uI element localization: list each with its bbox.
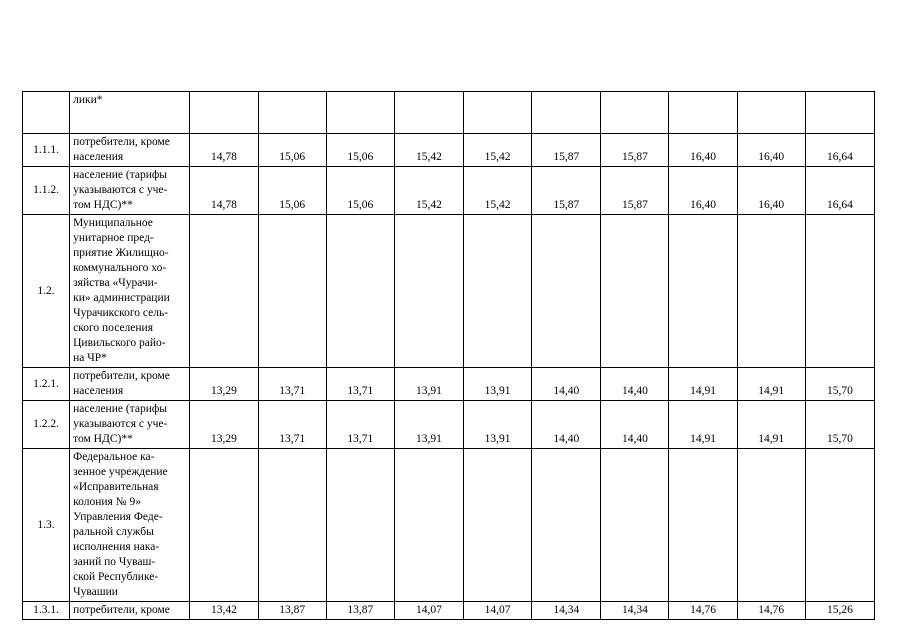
tariff-value-cell [601,449,669,602]
tariff-value-cell [394,215,463,368]
tariff-value-cell [464,92,532,134]
tariff-value-cell [805,92,874,134]
tariff-value-cell: 13,87 [326,602,394,620]
description-line: указываются с уче- [73,184,168,196]
table-row [23,215,875,368]
tariff-value-cell: 14,40 [601,401,669,449]
description-line: на ЧР* [73,352,107,364]
description-line: ки» администрации [73,292,170,304]
description-line: приятие Жилищно- [73,247,169,259]
tariff-value-cell: 16,40 [737,167,805,215]
tariff-value-cell [532,92,601,134]
tariff-value-cell: 13,29 [190,401,258,449]
tariff-value-cell [258,92,326,134]
tariff-value-cell: 14,40 [601,368,669,401]
tariff-value-cell: 15,87 [601,134,669,167]
row-description [70,368,190,401]
tariff-value-cell [737,92,805,134]
tariff-value-cell: 15,42 [464,167,532,215]
description-line: потребители, кроме [73,136,170,148]
description-line: зенное учреждение [73,466,168,478]
description-line: населения [73,151,124,163]
description-line: указываются с уче- [73,418,168,430]
description-line: Чувашии [73,586,118,598]
tariff-value-cell: 13,91 [394,401,463,449]
row-description [70,134,190,167]
row-description [70,215,190,368]
tariff-value-cell [737,449,805,602]
tariff-value-cell [190,215,258,368]
tariff-value-cell [805,215,874,368]
tariff-value-cell [601,92,669,134]
description-line: зяйства «Чурачи- [73,277,158,289]
tariff-value-cell: 14,76 [669,602,737,620]
tariff-value-cell: 14,91 [669,401,737,449]
row-description [70,449,190,602]
table-row [23,449,875,602]
row-description [70,92,190,134]
tariff-value-cell [669,215,737,368]
tariff-value-cell: 13,42 [190,602,258,620]
description-line: унитарное пред- [73,232,154,244]
description-line: лики* [73,94,103,106]
tariff-value-cell: 13,71 [258,368,326,401]
description-line: том НДС)** [73,199,133,211]
tariff-value-cell [464,215,532,368]
description-line: Цивильского райо- [73,337,166,349]
tariff-value-cell [326,449,394,602]
tariff-value-cell: 16,40 [669,167,737,215]
tariff-value-cell: 14,34 [532,602,601,620]
table-row [23,134,875,167]
row-number: 1.2.2. [23,401,70,449]
row-number: 1.1.2. [23,167,70,215]
tariff-value-cell: 15,42 [394,134,463,167]
tariff-value-cell: 13,71 [326,401,394,449]
tariff-value-cell: 13,91 [394,368,463,401]
tariff-value-cell: 15,42 [464,134,532,167]
row-description [70,602,190,620]
row-description [70,167,190,215]
tariff-value-cell: 15,42 [394,167,463,215]
description-line: население (тарифы [73,169,168,181]
description-line: ской Республике- [73,571,159,583]
tariff-value-cell: 14,78 [190,167,258,215]
tariff-value-cell: 14,07 [464,602,532,620]
tariff-table [22,91,875,620]
description-line: население (тарифы [73,403,168,415]
tariff-value-cell: 15,06 [326,167,394,215]
tariff-value-cell: 15,06 [258,134,326,167]
tariff-value-cell: 14,40 [532,401,601,449]
tariff-value-cell [258,215,326,368]
description-line: ральной службы [73,526,154,538]
tariff-value-cell: 16,64 [805,167,874,215]
tariff-value-cell [326,92,394,134]
row-number: 1.3.1. [23,602,70,620]
table-row [23,167,875,215]
tariff-value-cell [805,449,874,602]
tariff-value-cell [601,215,669,368]
tariff-value-cell: 14,78 [190,134,258,167]
description-line: «Исправительная [73,481,159,493]
description-line: Чурачикского сель- [73,307,169,319]
tariff-value-cell: 14,07 [394,602,463,620]
description-line: колония № 9» [73,496,142,508]
tariff-value-cell: 15,87 [601,167,669,215]
description-line: потребители, кроме [73,370,170,382]
tariff-value-cell [669,92,737,134]
tariff-value-cell: 14,76 [737,602,805,620]
tariff-value-cell: 13,91 [464,368,532,401]
tariff-value-cell: 13,71 [258,401,326,449]
tariff-value-cell: 14,34 [601,602,669,620]
description-line: Муниципальное [73,217,153,229]
tariff-value-cell: 14,91 [737,368,805,401]
tariff-value-cell [532,449,601,602]
tariff-value-cell [737,215,805,368]
description-line: Управления Феде- [73,511,163,523]
tariff-value-cell [394,92,463,134]
tariff-value-cell: 15,70 [805,368,874,401]
tariff-value-cell: 13,91 [464,401,532,449]
description-line: заний по Чуваш- [73,556,156,568]
tariff-value-cell: 13,87 [258,602,326,620]
tariff-value-cell: 13,29 [190,368,258,401]
tariff-value-cell: 16,40 [669,134,737,167]
tariff-value-cell [190,92,258,134]
tariff-value-cell: 14,91 [737,401,805,449]
tariff-value-cell: 16,64 [805,134,874,167]
table-row [23,368,875,401]
tariff-value-cell: 15,87 [532,134,601,167]
tariff-value-cell [532,215,601,368]
tariff-value-cell [326,215,394,368]
tariff-value-cell [258,449,326,602]
table-row [23,401,875,449]
table-body [23,92,875,620]
tariff-value-cell: 15,26 [805,602,874,620]
row-number: 1.3. [23,449,70,602]
row-number [23,92,70,134]
row-description [70,401,190,449]
description-line: исполнения нака- [73,541,160,553]
description-line: том НДС)** [73,433,133,445]
tariff-value-cell [464,449,532,602]
description-line: населения [73,385,124,397]
tariff-value-cell: 15,87 [532,167,601,215]
table-row [23,602,875,620]
description-line: потребители, кроме [73,604,170,616]
table-row [23,92,875,134]
tariff-value-cell: 15,70 [805,401,874,449]
description-line: Федеральное ка- [73,451,155,463]
tariff-value-cell [394,449,463,602]
tariff-value-cell [190,449,258,602]
tariff-value-cell: 14,91 [669,368,737,401]
tariff-value-cell: 15,06 [326,134,394,167]
tariff-value-cell: 15,06 [258,167,326,215]
row-number: 1.1.1. [23,134,70,167]
tariff-value-cell: 13,71 [326,368,394,401]
description-line: коммунального хо- [73,262,167,274]
tariff-value-cell [669,449,737,602]
description-line: ского поселения [73,322,154,334]
row-number: 1.2.1. [23,368,70,401]
row-number: 1.2. [23,215,70,368]
tariff-value-cell: 14,40 [532,368,601,401]
tariff-value-cell: 16,40 [737,134,805,167]
